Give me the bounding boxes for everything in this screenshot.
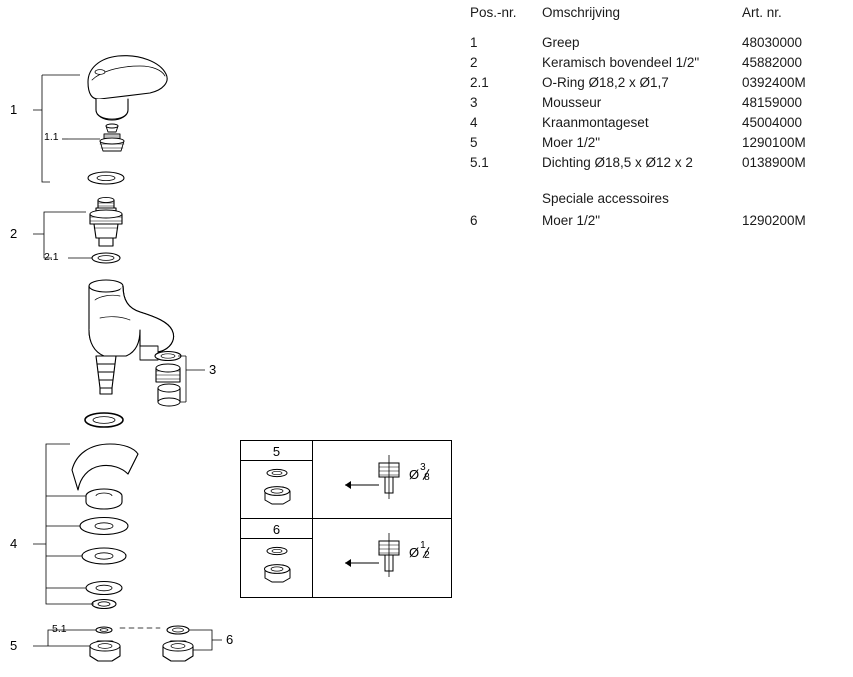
diagram-label-2-1: 2.1 xyxy=(44,251,59,263)
part-art: 48159000 xyxy=(742,95,803,110)
accessories-section-title xyxy=(470,190,845,210)
accessory-number-5: 5 xyxy=(241,441,312,461)
section-spacer xyxy=(470,174,845,190)
part-art: 1290200M xyxy=(742,213,806,228)
part-pos: 2 xyxy=(470,55,478,70)
part-art: 0138900M xyxy=(742,155,806,170)
accessory-parts-icon-5 xyxy=(241,461,312,517)
accessory-row-5 xyxy=(241,441,451,519)
part-pos: 3 xyxy=(470,95,478,110)
accessory-left-cell-6 xyxy=(241,519,313,597)
diagram-label-3: 3 xyxy=(209,362,217,377)
parts-list xyxy=(470,4,845,232)
part-art: 45882000 xyxy=(742,55,803,70)
table-row xyxy=(470,134,845,154)
section-title-text: Speciale accessoires xyxy=(542,191,669,206)
part-art: 45004000 xyxy=(742,115,803,130)
accessory-parts-icon-6 xyxy=(241,539,312,595)
part-desc: O-Ring Ø18,2 x Ø1,7 xyxy=(542,75,669,90)
accessory-dimension-5 xyxy=(409,461,433,484)
part-pos: 5 xyxy=(470,135,478,150)
part-art: 48030000 xyxy=(742,35,803,50)
diagram-label-6: 6 xyxy=(226,632,234,647)
column-header-desc: Omschrijving xyxy=(542,5,621,20)
column-header-pos: Pos.-nr. xyxy=(470,5,517,20)
part-desc: Mousseur xyxy=(542,95,602,110)
part-art: 0392400M xyxy=(742,75,806,90)
diagram-label-1: 1 xyxy=(10,102,18,117)
part-pos: 4 xyxy=(470,115,478,130)
table-row xyxy=(470,114,845,134)
diagram-label-4: 4 xyxy=(10,536,18,551)
diameter-symbol-icon: Ø xyxy=(409,545,420,560)
accessory-right-cell-6 xyxy=(313,519,451,597)
diagram-label-5: 5 xyxy=(10,638,18,653)
part-desc: Greep xyxy=(542,35,580,50)
part-pos: 5.1 xyxy=(470,155,489,170)
part-desc: Keramisch bovendeel 1/2" xyxy=(542,55,700,70)
diameter-symbol-icon: Ø xyxy=(409,467,420,482)
accessory-dimension-6 xyxy=(409,539,433,562)
table-row xyxy=(470,212,845,232)
fraction-3-8: 3 8 xyxy=(420,461,430,483)
part-desc: Moer 1/2" xyxy=(542,213,601,228)
part-art: 1290100M xyxy=(742,135,806,150)
part-pos: 2.1 xyxy=(470,75,489,90)
column-header-art: Art. nr. xyxy=(742,5,782,20)
accessory-row-6 xyxy=(241,519,451,597)
accessory-left-cell-5 xyxy=(241,441,313,518)
accessories-table xyxy=(240,440,452,598)
table-row xyxy=(470,54,845,74)
accessory-right-cell-5 xyxy=(313,441,451,518)
accessory-number-6: 6 xyxy=(241,519,312,539)
part-desc: Kraanmontageset xyxy=(542,115,649,130)
diagram-label-1-1: 1.1 xyxy=(44,131,59,143)
table-row xyxy=(470,34,845,54)
part-desc: Moer 1/2" xyxy=(542,135,601,150)
part-pos: 1 xyxy=(470,35,478,50)
table-row xyxy=(470,74,845,94)
part-pos: 6 xyxy=(470,213,478,228)
parts-list-header xyxy=(470,4,845,24)
table-row xyxy=(470,154,845,174)
diagram-label-2: 2 xyxy=(10,226,18,241)
part-desc: Dichting Ø18,5 x Ø12 x 2 xyxy=(542,155,693,170)
table-row xyxy=(470,94,845,114)
fraction-1-2: 1 2 xyxy=(420,539,430,561)
diagram-label-5-1: 5.1 xyxy=(52,623,67,635)
